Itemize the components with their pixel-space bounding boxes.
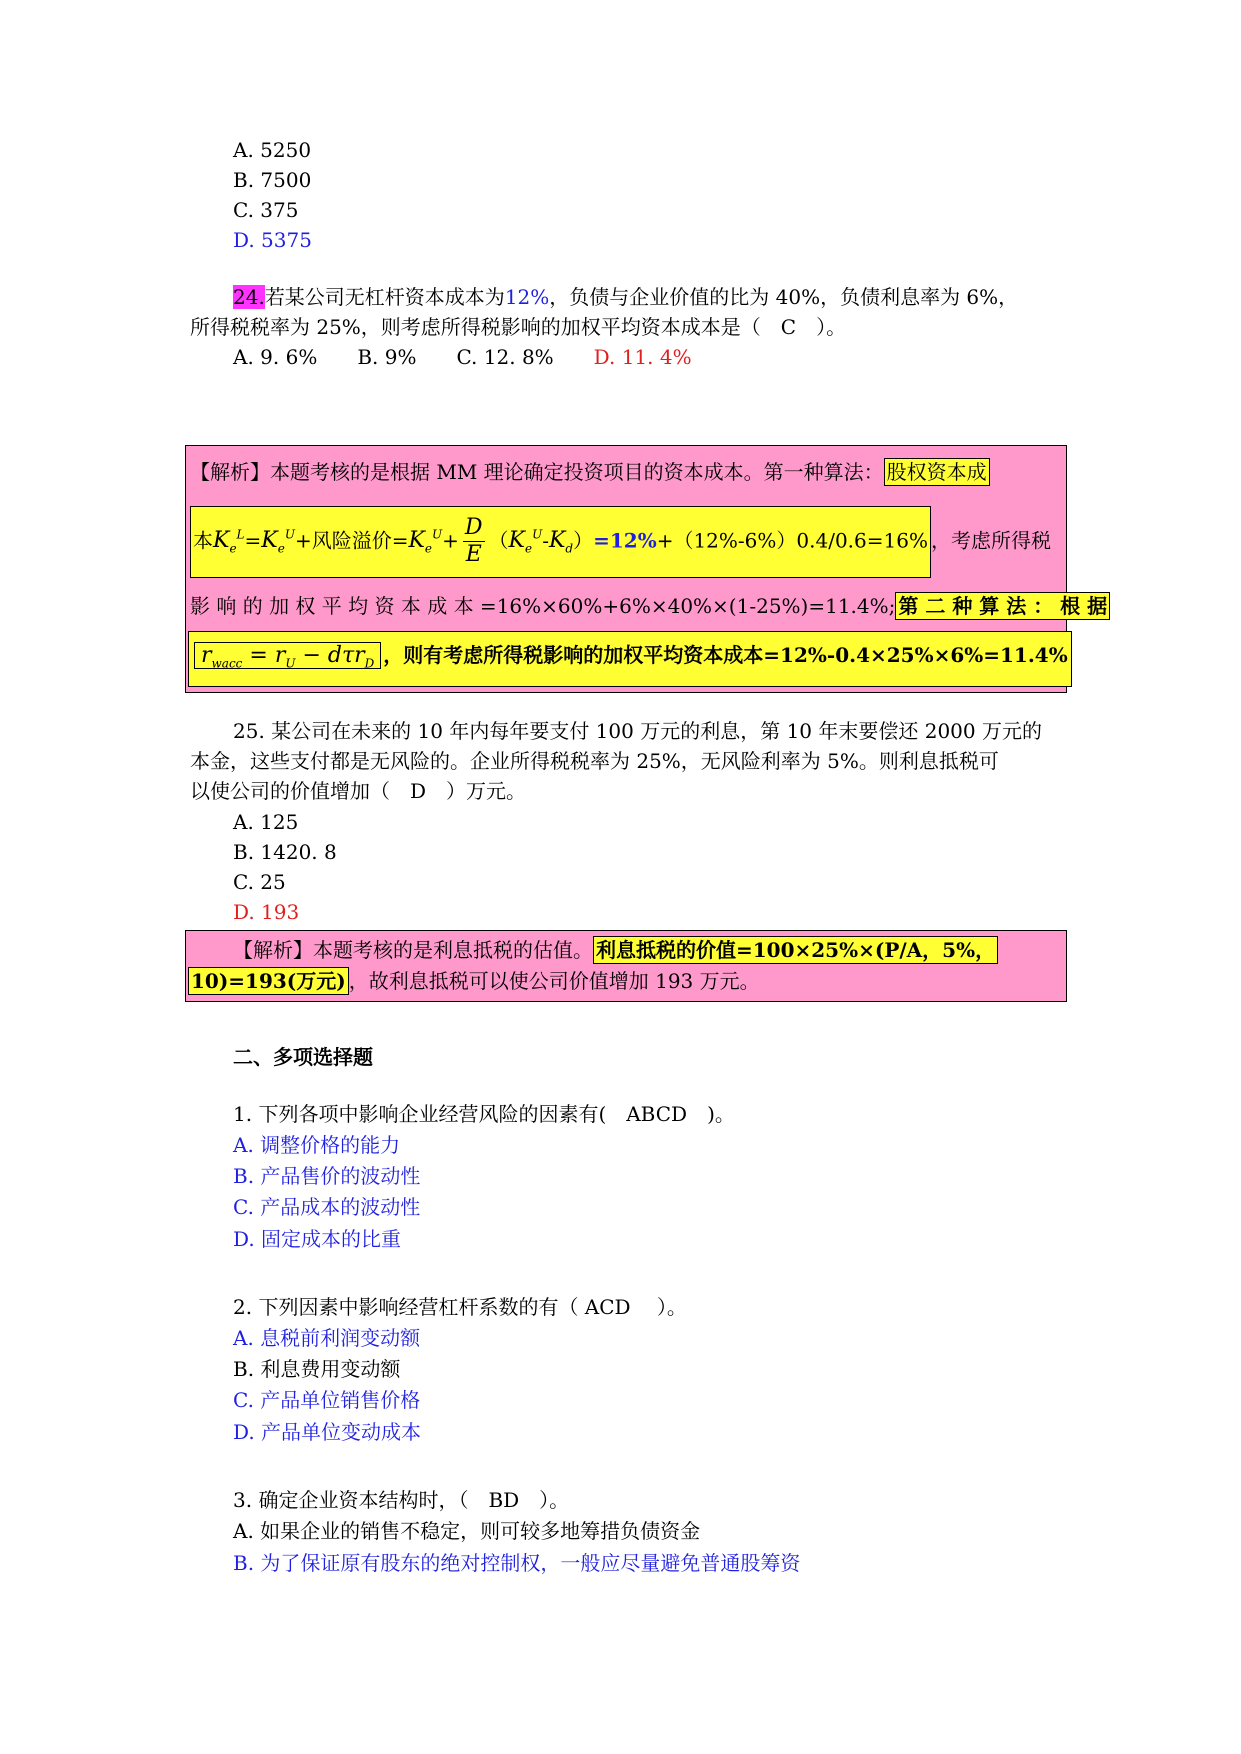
q25-option-d: D. 193 xyxy=(233,900,300,924)
k-e-u-symbol-3: $K_e^U$ xyxy=(508,528,543,556)
q24-text: 若某公司无杠杆资本成本为 xyxy=(264,285,505,309)
m1-stem: 1. 下列各项中影响企业经营风险的因素有( ABCD )。 xyxy=(233,1102,735,1126)
analysis-24-after: ，考虑所得税 xyxy=(930,528,1051,553)
analysis-24-hl3: 第 二 种 算 法 ： 根 据 xyxy=(895,592,1110,620)
analysis-24-formula2 xyxy=(192,633,383,686)
q23-option-d: D. 5375 xyxy=(233,228,312,252)
section-title: 二、多项选择题 xyxy=(233,1045,373,1069)
q23-option-b: B. 7500 xyxy=(233,168,312,192)
q24-option-d: D. 11. 4% xyxy=(593,345,692,369)
analysis-24-hl1: 股权资本成 xyxy=(884,458,990,486)
q24-option-a: A. 9. 6% xyxy=(233,345,318,369)
q24-stem-line2: 所得税税率为 25%，则考虑所得税影响的加权平均资本成本是（ C ）。 xyxy=(190,315,847,339)
q25-stem-line1: 25. 某公司在未来的 10 年内每年要支付 100 万元的利息，第 10 年末要偿还 2000 万元的 xyxy=(233,719,1042,743)
m2-option-c: C. 产品单位销售价格 xyxy=(233,1388,421,1412)
fraction-numerator: D xyxy=(464,515,483,541)
k-e-l-symbol: $K_e^L$ xyxy=(213,528,245,556)
analysis-24-text3: 影 响 的 加 权 平 均 资 本 成 本 =16%×60%+6%×40%×(1-25%)=11.4%; xyxy=(190,594,896,618)
k-e-u-symbol-2: $K_e^U$ xyxy=(408,528,443,556)
analysis-24-text1: 【解析】本题考核的是根据 MM 理论确定投资项目的资本成本。第一种算法： xyxy=(190,460,884,484)
analysis-24-line2 xyxy=(190,506,1051,568)
q24-stem-line1 xyxy=(233,283,1018,311)
analysis-24-line1 xyxy=(190,458,1062,486)
m1-option-b: B. 产品售价的波动性 xyxy=(233,1164,421,1188)
m1-option-c: C. 产品成本的波动性 xyxy=(233,1195,421,1219)
q24-option-b: B. 9% xyxy=(357,345,417,369)
m3-stem: 3. 确定企业资本结构时，（ BD ）。 xyxy=(233,1488,570,1512)
m2-option-b: B. 利息费用变动额 xyxy=(233,1357,401,1381)
formula1-risk: +风险溢价= xyxy=(294,528,409,553)
formula1-tail: +（12%-6%）0.4/0.6=16% xyxy=(656,528,928,553)
analysis-25-hl2: 10)=193(万元) xyxy=(188,967,349,995)
q24-rate: 12% xyxy=(504,285,550,309)
formula1-prefix: 本 xyxy=(193,528,213,553)
q25-stem-line2: 本金，这些支付都是无风险的。企业所得税税率为 25%，无风险利率为 5%。则利息抵税可 xyxy=(190,749,999,773)
m3-option-b: B. 为了保证原有股东的绝对控制权，一般应尽量避免普通股筹资 xyxy=(233,1551,801,1575)
q25-option-b: B. 1420. 8 xyxy=(233,840,337,864)
formula1-paren-close: ） xyxy=(573,528,594,553)
k-d-symbol: $K_d$ xyxy=(548,528,574,556)
m2-stem: 2. 下列因素中影响经营杠杆系数的有（ ACD ）。 xyxy=(233,1295,687,1319)
analysis-25-line2 xyxy=(188,967,760,995)
fraction-denominator: E xyxy=(465,542,482,568)
formula1-bold-rate: =12% xyxy=(593,528,657,553)
analysis-24-line4 xyxy=(188,630,1072,680)
q24-number: 24. xyxy=(233,285,265,309)
m1-option-d: D. 固定成本的比重 xyxy=(233,1227,402,1251)
formula1-plus: + xyxy=(442,528,459,553)
q25-option-c: C. 25 xyxy=(233,870,286,894)
q25-option-a: A. 125 xyxy=(233,810,299,834)
analysis-25-line1 xyxy=(233,936,998,964)
r-wacc-formula: $r_{wacc} = r_U - d\tau r_D$ xyxy=(194,642,381,669)
d-over-e-fraction xyxy=(463,515,485,568)
m1-option-a: A. 调整价格的能力 xyxy=(233,1133,401,1157)
analysis-24-formula2-wrap xyxy=(188,631,1072,687)
analysis-24-formula1: 本$K_e^L=K_e^U+$风险溢价$=K_e^U+$ $\frac{D}{E}$ $(K_e^U-K_d)=12\%+(12\%-6\%)0.4/0.6=16\%$ xyxy=(190,506,931,578)
q24-options xyxy=(233,343,692,371)
analysis-25-text2: ，故利息抵税可以使公司价值增加 193 万元。 xyxy=(348,969,760,993)
analysis-25-hl1: 利息抵税的价值=100×25%×(P/A，5%， xyxy=(593,936,998,964)
analysis-24-conclusion: ，则有考虑所得税影响的加权平均资本成本=12%-0.4×25%×6%=11.4% xyxy=(383,643,1068,667)
q23-option-a: A. 5250 xyxy=(233,138,312,162)
q25-stem-line3: 以使公司的价值增加（ D ）万元。 xyxy=(190,779,527,803)
m3-option-a: A. 如果企业的销售不稳定，则可较多地筹措负债资金 xyxy=(233,1519,701,1543)
analysis-24-line3 xyxy=(190,592,1108,620)
formula1-paren-open: （ xyxy=(488,528,509,553)
k-e-u-symbol: $K_e^U$ xyxy=(261,528,295,556)
m2-option-d: D. 产品单位变动成本 xyxy=(233,1420,422,1444)
m2-option-a: A. 息税前利润变动额 xyxy=(233,1326,421,1350)
analysis-25-text1: 【解析】本题考核的是利息抵税的估值。 xyxy=(233,938,593,962)
q24-text-b: ，负债与企业价值的比为 40%，负债利息率为 6%， xyxy=(549,285,1019,309)
q23-option-c: C. 375 xyxy=(233,198,299,222)
formula1-minus: - xyxy=(542,528,549,553)
q24-option-c: C. 12. 8% xyxy=(456,345,554,369)
